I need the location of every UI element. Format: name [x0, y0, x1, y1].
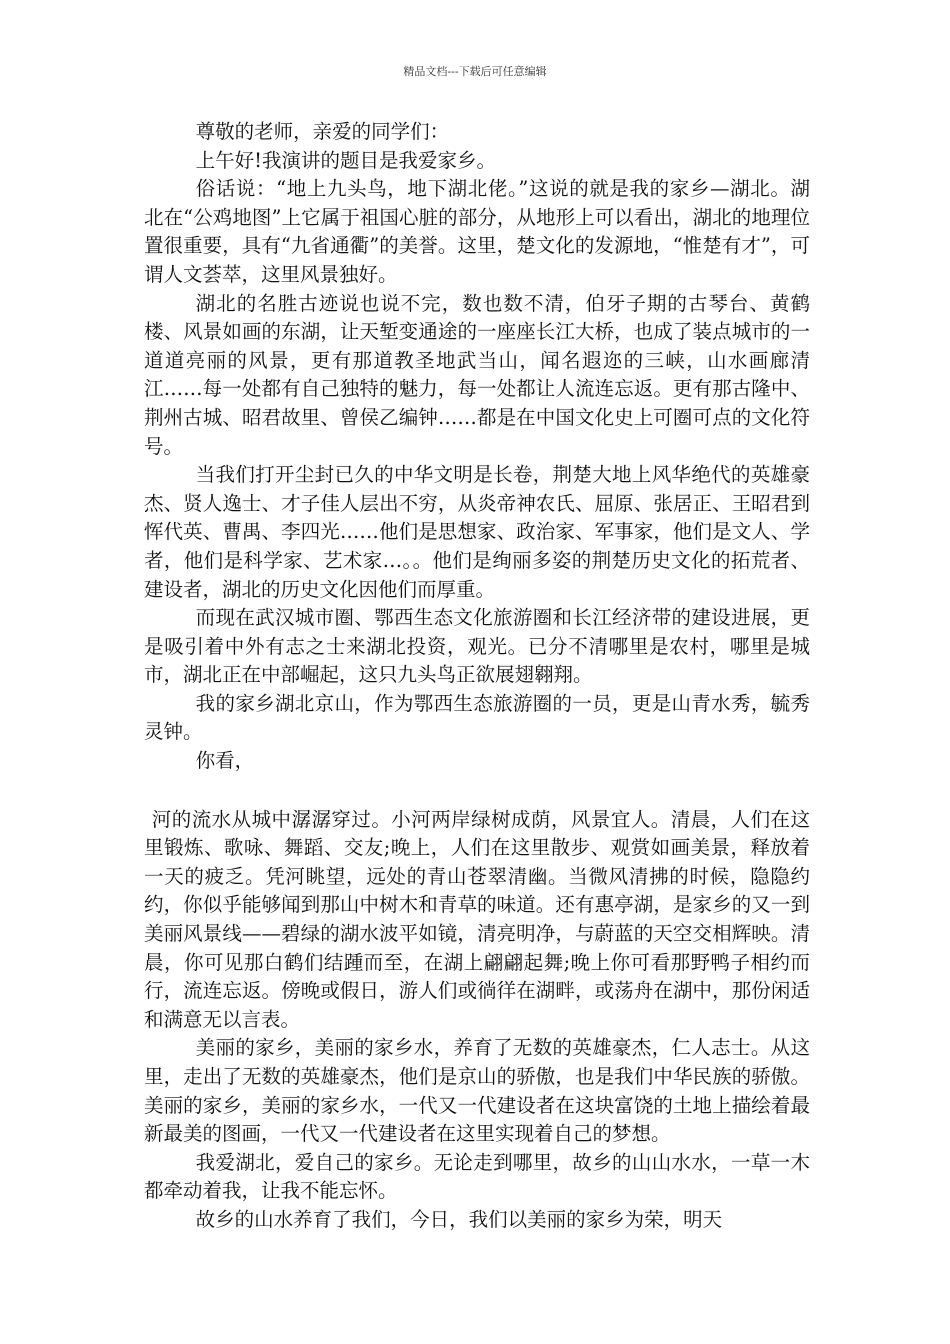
body-paragraph: 湖北的名胜古迹说也说不完，数也数不清，伯牙子期的古琴台、黄鹤楼、风景如画的东湖，让天堑变通途的一座座长江大桥，也成了装点城市的一道道亮丽的风景，更有那道教圣地武当山，闻名遐迩的三峡，山水画廊清江……每一处都有自己独特的魅力，每一处都让人流连忘返。更有那古隆中、荆州古城、昭君故里、曾侯乙编钟……都是在中国文化史上可圈可点的文化符号。 — [144, 291, 810, 458]
body-paragraph: 当我们打开尘封已久的中华文明是长卷，荆楚大地上风华绝代的英雄豪杰、贤人逸士、才子佳人层出不穷，从炎帝神农氏、屈原、张居正、王昭君到恽代英、曹禺、李四光……他们是思想家、政治家、军事家，他们是文人、学者，他们是科学家、艺术家…。。他们是绚丽多姿的荆楚历史文化的拓荒者、建设者，湖北的历史文化因他们而厚重。 — [144, 463, 810, 601]
page-header: 精品文档---下载后可任意编辑 — [403, 65, 547, 78]
title-paragraph: 上午好!我演讲的题目是我爱家乡。 — [195, 148, 497, 172]
body-paragraph: 而现在武汉城市圈、鄂西生态文化旅游圈和长江经济带的建设进展，更是吸引着中外有志之士来湖北投资，观光。已分不清哪里是农村，哪里是城市，湖北正在中部崛起，这只九头鸟正欲展翅翱翔。 — [144, 606, 810, 687]
body-paragraph: 美丽的家乡，美丽的家乡水，养育了无数的英雄豪杰，仁人志士。从这里，走出了无数的英雄豪杰，他们是京山的骄傲，也是我们中华民族的骄傲。美丽的家乡，美丽的家乡水，一代又一代建设者在这块富饶的土地上描绘着最新最美的图画，一代又一代建设者在这里实现着自己的梦想。 — [144, 1036, 810, 1146]
body-paragraph: 你看， — [195, 749, 255, 773]
body-paragraph: 故乡的山水养育了我们，今日，我们以美丽的家乡为荣，明天 — [195, 1207, 723, 1231]
body-paragraph: 我爱湖北，爱自己的家乡。无论走到哪里，故乡的山山水水，一草一木都牵动着我，让我不能忘怀。 — [144, 1150, 810, 1203]
document-body — [144, 118, 810, 1235]
body-paragraph: 我的家乡湖北京山，作为鄂西生态旅游圈的一员，更是山青水秀，毓秀灵钟。 — [144, 691, 810, 744]
body-paragraph: 河的流水从城中潺潺穿过。小河两岸绿树成荫，风景宜人。清晨，人们在这里锻炼、歌咏、舞蹈、交友;晚上，人们在这里散步、观赏如画美景，释放着一天的疲乏。凭河眺望，远处的青山苍翠清幽。当微风清拂的时候，隐隐约约，你似乎能够闻到那山中树木和青草的味道。还有惠亭湖，是家乡的又一到美丽风景线——碧绿的湖水波平如镜，清亮明净，与蔚蓝的天空交相辉映。清晨，你可见那白鹤们结踵而至，在湖上翩翩起舞;晚上你可看那野鸭子相约而行，流连忘返。傍晚或假日，游人们或徜徉在湖畔，或荡舟在湖中，那份闲适和满意无以言表。 — [144, 807, 810, 1031]
body-paragraph: 俗话说：“地上九头鸟，地下湖北佬。”这说的就是我的家乡—湖北。湖北在“公鸡地图”上它属于祖国心脏的部分，从地形上可以看出，湖北的地理位置很重要，具有“九省通衢”的美誉。这里，楚文化的发源地，“惟楚有才”，可谓人文荟萃，这里风景独好。 — [144, 177, 810, 286]
greeting-paragraph: 尊敬的老师，亲爱的同学们： — [195, 120, 450, 143]
